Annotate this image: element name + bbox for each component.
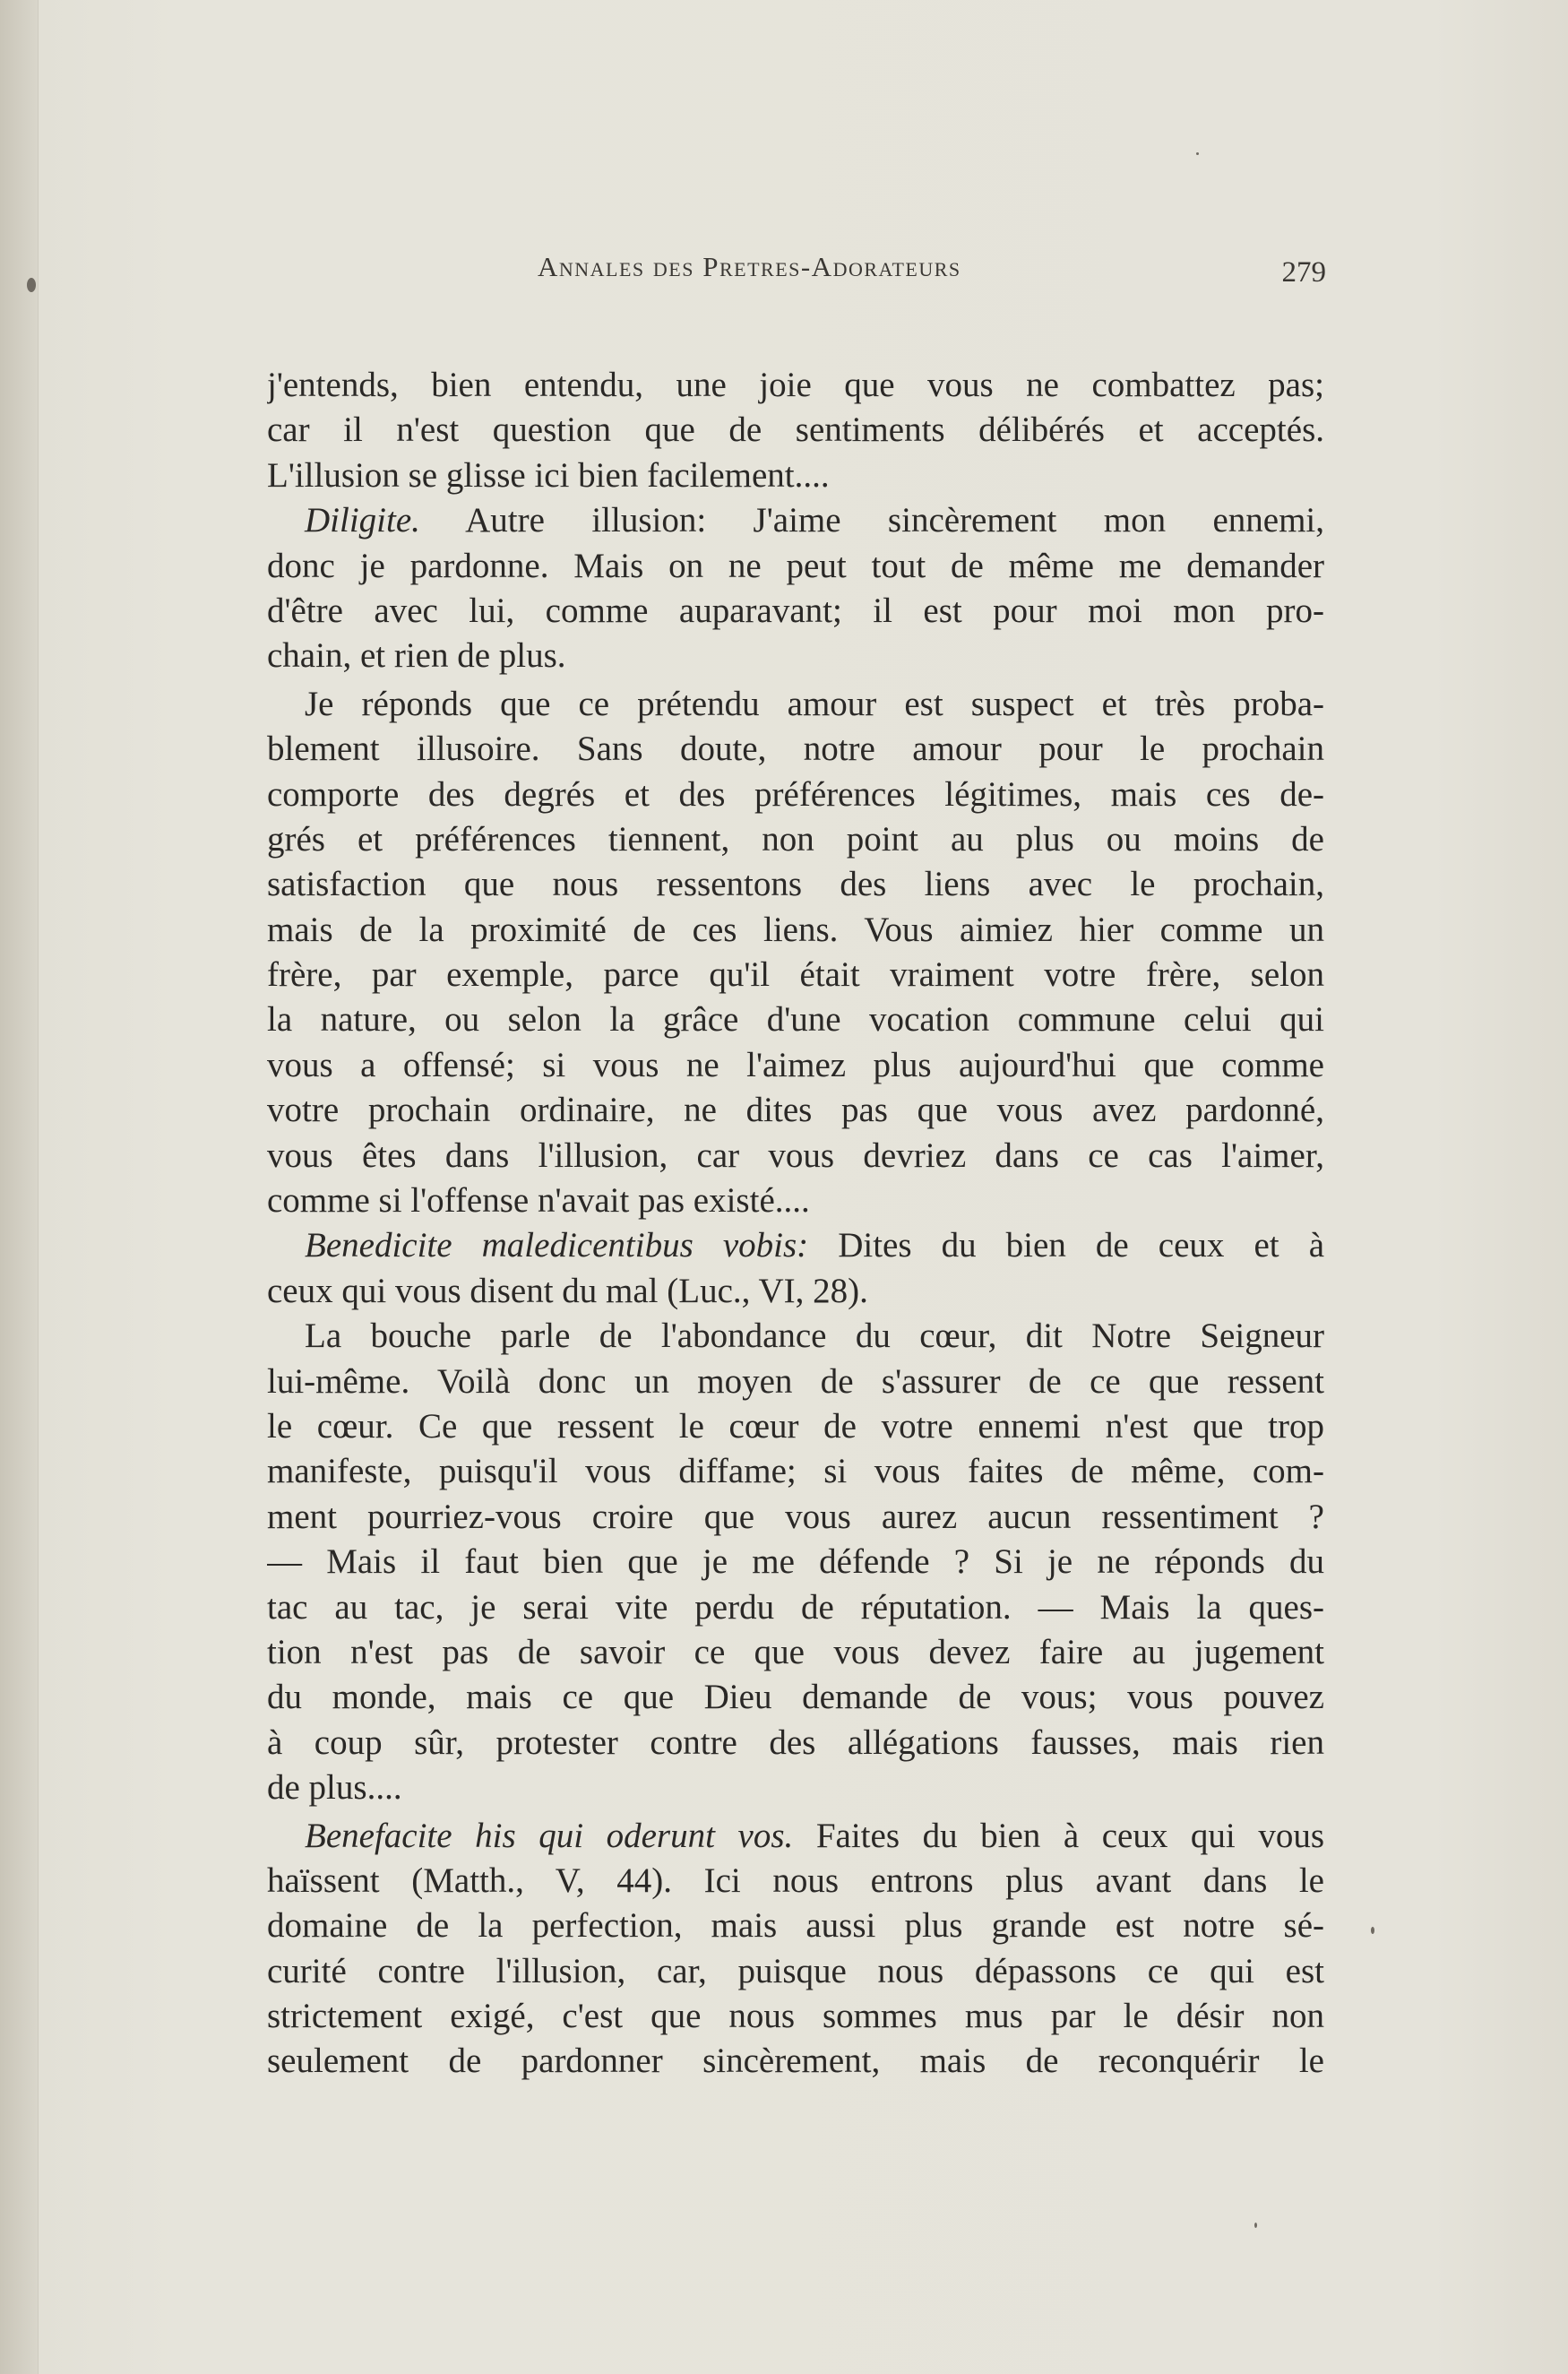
paper-speck	[27, 278, 36, 292]
page-binding-edge	[0, 0, 39, 2374]
running-title: Annales des Pretres-Adorateurs	[538, 251, 961, 282]
text-line: domaine de la perfection, mais aussi plus grande est notre sé-	[267, 1906, 1324, 1946]
text-line: mais de la proximité de ces liens. Vous aimiez hier comme un	[267, 910, 1324, 949]
text-line: curité contre l'illusion, car, puisque nous dépassons ce qui est	[267, 1951, 1324, 1990]
text-line: à coup sûr, protester contre des allégations fausses, mais rien	[267, 1722, 1324, 1762]
paper-speck	[1254, 2223, 1257, 2228]
text-line: car il n'est question que de sentiments délibérés et acceptés.	[267, 410, 1324, 450]
text-line: de plus....	[267, 1768, 402, 1808]
text-line: grés et préférences tiennent, non point au plus ou moins de	[267, 819, 1324, 859]
text-line: ment pourriez-vous croire que vous aurez aucun ressentiment ?	[267, 1497, 1324, 1536]
text-line: tac au tac, je serai vite perdu de réputation. — Mais la ques-	[267, 1587, 1324, 1627]
text-line: le cœur. Ce que ressent le cœur de votre ennemi n'est que trop	[267, 1406, 1324, 1446]
text-line: comporte des degrés et des préférences légitimes, mais ces de-	[267, 774, 1324, 814]
text-line: La bouche parle de l'abondance du cœur, dit Notre Seigneur	[305, 1316, 1324, 1356]
text-line: la nature, ou selon la grâce d'une vocation commune celui qui	[267, 1000, 1324, 1040]
text-line: vous êtes dans l'illusion, car vous devriez dans ce cas l'aimer,	[267, 1135, 1324, 1175]
text-line: L'illusion se glisse ici bien facilement....	[267, 455, 830, 495]
text-line: manifeste, puisqu'il vous diffame; si vous faites de même, com-	[267, 1452, 1324, 1491]
text-line: satisfaction que nous ressentons des liens avec le prochain,	[267, 865, 1324, 904]
italic-lead: Benedicite maledicentibus vobis:	[305, 1226, 809, 1265]
text-line: vous a offensé; si vous ne l'aimez plus aujourd'hui que comme	[267, 1045, 1324, 1084]
text-line: Diligite. Autre illusion: J'aime sincèrement mon ennemi,	[305, 501, 1324, 540]
text-line: haïssent (Matth., V, 44). Ici nous entrons plus avant dans le	[267, 1860, 1324, 1900]
text-line: ceux qui vous disent du mal (Luc., VI, 28).	[267, 1271, 868, 1310]
text-line: seulement de pardonner sincèrement, mais de reconquérir le	[267, 2042, 1324, 2081]
italic-lead: Benefacite his qui oderunt vos.	[305, 1816, 794, 1855]
text-line: tion n'est pas de savoir ce que vous devez faire au jugement	[267, 1632, 1324, 1671]
text-line: d'être avec lui, comme auparavant; il est pour moi mon pro-	[267, 591, 1324, 630]
text-line: — Mais il faut bien que je me défende ? Si je ne réponds du	[267, 1542, 1324, 1582]
text-line: j'entends, bien entendu, une joie que vous ne combattez pas;	[267, 366, 1324, 404]
text-line: du monde, mais ce que Dieu demande de vous; vous pouvez	[267, 1678, 1324, 1717]
text-line: frère, par exemple, parce qu'il était vraiment votre frère, selon	[267, 955, 1324, 995]
text-line: comme si l'offense n'avait pas existé....	[267, 1181, 810, 1221]
running-header	[269, 251, 1326, 296]
text-line: lui-même. Voilà donc un moyen de s'assurer de ce que ressent	[267, 1361, 1324, 1401]
body-text	[267, 363, 1324, 2085]
text-line: strictement exigé, c'est que nous sommes mus par le désir non	[267, 1997, 1324, 2036]
text-line: Benefacite his qui oderunt vos. Faites du bien à ceux qui vous	[305, 1816, 1324, 1855]
text-line: Je réponds que ce prétendu amour est suspect et très proba-	[305, 684, 1324, 723]
text-line: donc je pardonne. Mais on ne peut tout de même me demander	[267, 546, 1324, 585]
text-line: votre prochain ordinaire, ne dites pas que vous avez pardonné,	[267, 1091, 1324, 1130]
text-line: blement illusoire. Sans doute, notre amour pour le prochain	[267, 729, 1324, 769]
text-line: Benedicite maledicentibus vobis: Dites du bien de ceux et à	[305, 1226, 1324, 1265]
paper-speck	[1196, 152, 1199, 155]
page-number: 279	[1281, 256, 1326, 289]
text-line: chain, et rien de plus.	[267, 636, 566, 676]
paper-speck	[1371, 1927, 1374, 1934]
italic-lead: Diligite.	[305, 501, 420, 540]
